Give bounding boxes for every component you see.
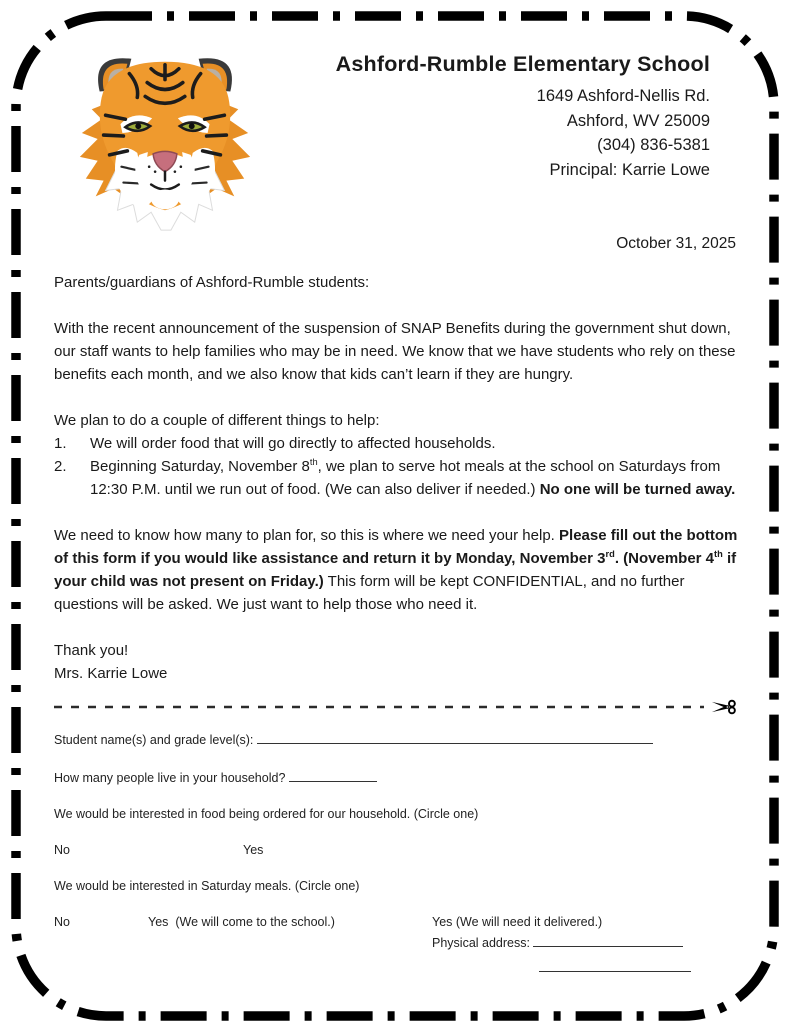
student-name-blank-line [257,731,653,744]
food-yes-option: Yes [243,843,264,857]
scissors-icon [710,694,738,720]
list-item-text: We will order food that will go directly to affected households. [90,435,496,452]
school-header [336,52,710,182]
help-paragraph: We need to know how many to plan for, so this is where we need your help. Please fill out the bottom of this form if you would like assistance and return it by Monday, November 3rd. (November 4th if your child was not present on Friday.) This form will be kept CONFIDENTIAL, and no further questions will be asked. We just want to help those who need it. [54,527,738,613]
saturday-meals-question: We would be interested in Saturday meals. (Circle one) [54,879,360,893]
student-name-row [54,731,738,748]
household-size-blank-line [289,769,377,782]
letter-date: October 31, 2025 [616,235,736,252]
phone-number: (304) 836-5381 [597,136,710,154]
list-number: 1. [54,435,67,452]
saturday-meals-options [54,915,738,985]
food-order-question: We would be interested in food being ordered for our household. (Circle one) [54,807,479,821]
letter-body [54,271,738,985]
food-no-option: No [54,843,70,857]
household-size-row [54,769,738,786]
closing: Thank you! [54,642,129,659]
food-order-options [54,843,738,858]
tiger-logo [64,40,266,238]
address-line-2: Ashford, WV 25009 [566,111,710,130]
numbered-list [54,432,738,501]
salutation: Parents/guardians of Ashford-Rumble students: [54,274,370,291]
signature: Mrs. Karrie Lowe [54,665,168,682]
intro-paragraph: With the recent announcement of the suspension of SNAP Benefits during the government shut down, our staff wants to help families who may be in need. We know that we have students who rely on these benefits each month, and we also know that kids can’t learn if they are hungry. [54,320,736,383]
school-name: Ashford-Rumble Elementary School [335,52,710,76]
list-item [54,432,738,455]
physical-address-blank-line [533,934,683,947]
household-size-label: How many people live in your household? [54,771,286,785]
physical-address-row [432,934,722,951]
meals-no-option: No [54,915,70,929]
cut-dashes [54,694,704,720]
meals-yes-delivered-option: Yes (We will need it delivered.) [432,915,603,929]
list-item-text: Beginning Saturday, November 8th, we plan to serve hot meals at the school on Saturdays from 12:30 P.M. until we run out of food. (We can also deliver if needed.) No one will be turned away. [90,457,736,498]
principal-line: Principal: Karrie Lowe [549,160,710,179]
list-number: 2. [54,458,67,475]
list-item [54,455,738,501]
physical-address-label: Physical address: [432,936,530,950]
address-line-1: 1649 Ashford-Nellis Rd. [536,87,710,105]
assistance-form [54,731,738,985]
student-name-label: Student name(s) and grade level(s): [54,733,254,747]
physical-address-blank-line-2 [539,959,691,972]
plan-intro: We plan to do a couple of different things to help: [54,412,380,429]
meals-yes-school-option: Yes (We will come to the school.) [148,915,335,929]
meals-yes-delivered-block [432,915,722,951]
cut-here-line [54,694,738,720]
